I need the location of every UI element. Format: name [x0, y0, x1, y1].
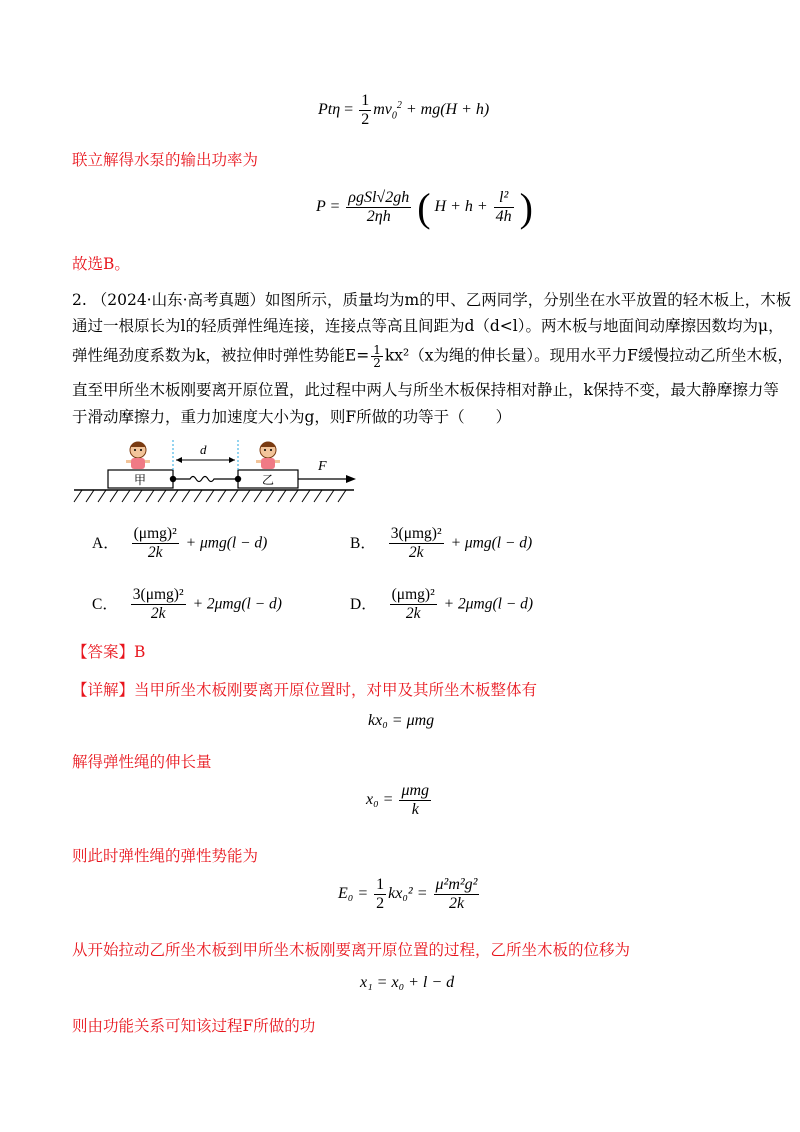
equation-x1: x₁ = x₀ + l − d [360, 974, 455, 991]
connection-point-right [235, 476, 241, 482]
question-line-2: 通过一根原长为l的轻质弹性绳连接，连接点等高且间距为d（d<l）。两木板与地面间动摩擦因数均为μ， [72, 317, 784, 335]
question-line-1: 2. （2024·山东·高考真题）如图所示，质量均为m的甲、乙两同学，分别坐在水平放置的轻木板上，木板 [72, 291, 792, 309]
fraction-l2-4h: $\frac{\text{l²}}{4h}$ [495, 189, 512, 225]
label-jia: 甲 [134, 473, 147, 487]
detail-line-4: 从开始拉动乙所坐木板到甲所坐木板刚要离开原位置的过程，乙所坐木板的位移为 [72, 941, 631, 959]
option-d[interactable]: D． $\frac{\text{(μmg)²}}{2k}$ + 2μmg(l − d) [350, 586, 534, 622]
fraction-half-inline: $\frac{1}{2}$ [373, 343, 381, 370]
question-number: 2. [72, 291, 87, 309]
question-line-4: 直至甲所坐木板刚要离开原位置，此过程中两人与所坐木板保持相对静止，k保持不变，最大静摩擦力等 [72, 381, 779, 399]
choose-line: 故选B。 [72, 255, 130, 273]
option-c[interactable]: C． $\frac{\text{3(μmg)²}}{2k}$ + 2μmg(l − d) [92, 586, 282, 622]
person-jia-icon [126, 442, 150, 469]
detail-line-5: 则由功能关系可知该过程F所做的功 [72, 1017, 316, 1035]
question-line-3: 弹性绳劲度系数为k，被拉伸时弹性势能E= $\frac{1}{2}$ kx²（x为绳的伸长量）。现用水平力F缓慢拉动乙所坐木板， [72, 343, 793, 370]
equation-power-balance: Ptη = $\frac{1}{2}$ $mv_0^2 + mg(H + h)$ [318, 92, 490, 128]
equation-E0: E₀ = $\frac{1}{2}$ kx₀² = $\frac{\text{μ²m²g²}}{2k}$ [338, 876, 478, 912]
option-a[interactable]: A． $\frac{\text{(μmg)²}}{2k}$ + μmg(l − d) [92, 525, 268, 561]
label-d: d [200, 442, 207, 457]
equation-x0: x₀ = $\frac{\text{μmg}}{k}$ [366, 782, 430, 818]
elastic-rope [176, 477, 235, 482]
label-yi: 乙 [262, 473, 275, 487]
connection-point-left [170, 476, 176, 482]
fraction-half: $\frac{1}{2}$ [361, 92, 370, 128]
spring-board-figure [72, 432, 362, 508]
detail-line-2: 解得弹性绳的伸长量 [72, 753, 212, 771]
ground-hatch [74, 490, 346, 502]
detail-line-1: 【详解】当甲所坐木板刚要离开原位置时，对甲及其所坐木板整体有 [72, 681, 538, 699]
equation-P: P = $\frac{\text{ρgSl√2gh}}{2\eta h}$ ( H + h + $\frac{\text{l²}}{4h}$ ) [316, 185, 533, 230]
eq-lhs: Ptη [318, 101, 341, 119]
detail-line-3: 则此时弹性绳的弹性势能为 [72, 847, 259, 865]
detail-tag: 【详解】 [72, 681, 135, 699]
equation-kx0: kx₀ = μmg [368, 712, 435, 729]
answer-tag: 【答案】 [72, 643, 135, 661]
fraction-P: $\frac{\text{ρgSl√2gh}}{2\eta h}$ [348, 189, 410, 225]
option-b[interactable]: B． $\frac{\text{3(μmg)²}}{2k}$ + μmg(l − d) [350, 525, 533, 561]
question-line-5: 于滑动摩擦力，重力加速度大小为g，则F所做的功等于（ ） [72, 408, 512, 426]
solve-line: 联立解得水泵的输出功率为 [72, 151, 259, 169]
answer-value: B [134, 643, 146, 661]
label-F: F [318, 459, 327, 474]
answer-line [72, 642, 145, 662]
question-source: （2024·山东·高考真题） [91, 291, 266, 309]
person-yi-icon [256, 442, 280, 469]
